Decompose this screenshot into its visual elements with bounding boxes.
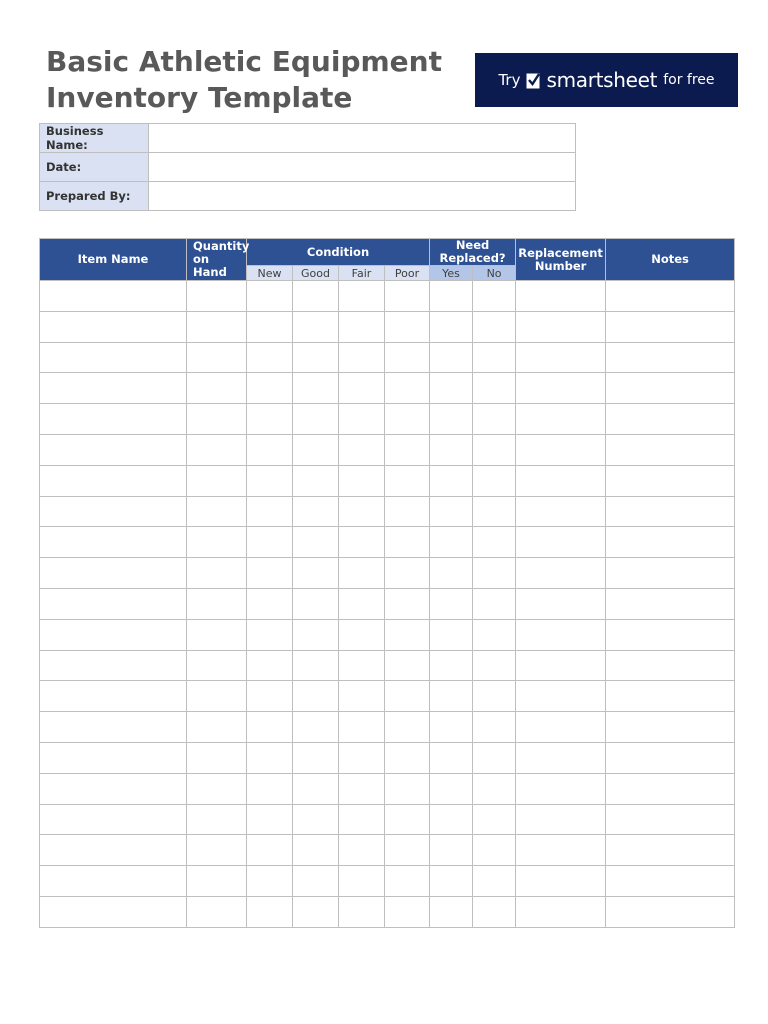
table-row [40,342,735,373]
quantity-cell[interactable] [187,311,247,342]
condition-poor-cell[interactable] [385,650,430,681]
replaced-yes-cell[interactable] [430,342,473,373]
replacement-number-cell[interactable] [516,434,606,465]
notes-cell[interactable] [606,712,735,743]
notes-cell[interactable] [606,773,735,804]
replaced-no-cell[interactable] [473,681,516,712]
quantity-cell[interactable] [187,558,247,589]
item-name-cell[interactable] [40,804,187,835]
notes-cell[interactable] [606,650,735,681]
replaced-yes-cell[interactable] [430,281,473,312]
replacement-number-cell[interactable] [516,496,606,527]
notes-cell[interactable] [606,342,735,373]
condition-poor-cell[interactable] [385,465,430,496]
condition-poor-cell[interactable] [385,835,430,866]
page-title [46,44,442,116]
condition-new-cell[interactable] [247,650,293,681]
prepared-by-label: Prepared By: [40,182,149,211]
item-name-cell[interactable] [40,404,187,435]
condition-poor-cell[interactable] [385,527,430,558]
table-row [40,835,735,866]
replacement-number-cell[interactable] [516,311,606,342]
condition-good-cell[interactable] [293,742,339,773]
item-name-cell[interactable] [40,681,187,712]
table-row [40,650,735,681]
table-row [40,588,735,619]
date-field[interactable] [149,153,576,182]
replacement-number-cell[interactable] [516,896,606,927]
condition-fair-cell[interactable] [339,712,385,743]
replaced-yes-cell[interactable] [430,835,473,866]
table-row [40,773,735,804]
replaced-yes-cell[interactable] [430,896,473,927]
prepared-by-field[interactable] [149,182,576,211]
condition-fair-cell[interactable] [339,742,385,773]
quantity-cell[interactable] [187,835,247,866]
title-line-2: Inventory Template [46,81,353,114]
item-name-cell[interactable] [40,712,187,743]
replaced-no-cell[interactable] [473,742,516,773]
table-row [40,465,735,496]
replaced-yes-cell[interactable] [430,804,473,835]
header-quantity: Quantity on Hand [187,239,247,281]
table-row [40,281,735,312]
condition-good-cell[interactable] [293,465,339,496]
condition-poor-cell[interactable] [385,311,430,342]
condition-poor-cell[interactable] [385,619,430,650]
condition-poor-cell[interactable] [385,496,430,527]
condition-new-cell[interactable] [247,373,293,404]
quantity-cell[interactable] [187,650,247,681]
table-row [40,866,735,897]
condition-fair-cell[interactable] [339,527,385,558]
replacement-number-cell[interactable] [516,373,606,404]
replacement-number-cell[interactable] [516,866,606,897]
item-name-cell[interactable] [40,742,187,773]
condition-fair-cell[interactable] [339,650,385,681]
table-row [40,558,735,589]
replaced-no-cell[interactable] [473,311,516,342]
replaced-yes-cell[interactable] [430,712,473,743]
quantity-cell[interactable] [187,896,247,927]
table-row [40,742,735,773]
condition-new-cell[interactable] [247,681,293,712]
inventory-table [39,238,735,928]
replaced-no-cell[interactable] [473,896,516,927]
condition-fair-cell[interactable] [339,496,385,527]
condition-poor-cell[interactable] [385,588,430,619]
replaced-yes-cell[interactable] [430,496,473,527]
condition-poor-cell[interactable] [385,558,430,589]
table-row [40,434,735,465]
notes-cell[interactable] [606,281,735,312]
replaced-yes-cell[interactable] [430,434,473,465]
condition-new-cell[interactable] [247,619,293,650]
quantity-cell[interactable] [187,588,247,619]
condition-poor-cell[interactable] [385,281,430,312]
condition-fair-cell[interactable] [339,311,385,342]
notes-cell[interactable] [606,835,735,866]
notes-cell[interactable] [606,311,735,342]
banner-brand-text: smartsheet [546,68,658,92]
condition-new-cell[interactable] [247,896,293,927]
replaced-no-cell[interactable] [473,712,516,743]
quantity-cell[interactable] [187,342,247,373]
condition-good-cell[interactable] [293,712,339,743]
quantity-cell[interactable] [187,619,247,650]
table-row [40,896,735,927]
replaced-yes-cell[interactable] [430,619,473,650]
condition-good-cell[interactable] [293,681,339,712]
replaced-yes-cell[interactable] [430,527,473,558]
item-name-cell[interactable] [40,588,187,619]
condition-poor-cell[interactable] [385,373,430,404]
notes-cell[interactable] [606,558,735,589]
business-name-label: Business Name: [40,124,149,153]
header-condition: Condition [247,239,430,266]
replacement-number-cell[interactable] [516,342,606,373]
subheader-yes: Yes [430,266,473,281]
replaced-yes-cell[interactable] [430,588,473,619]
replacement-number-cell[interactable] [516,650,606,681]
condition-fair-cell[interactable] [339,281,385,312]
replaced-yes-cell[interactable] [430,404,473,435]
subheader-good: Good [293,266,339,281]
replacement-number-cell[interactable] [516,588,606,619]
condition-fair-cell[interactable] [339,773,385,804]
replaced-no-cell[interactable] [473,804,516,835]
condition-fair-cell[interactable] [339,896,385,927]
condition-good-cell[interactable] [293,650,339,681]
item-name-cell[interactable] [40,773,187,804]
quantity-cell[interactable] [187,866,247,897]
subheader-fair: Fair [339,266,385,281]
replaced-yes-cell[interactable] [430,681,473,712]
replacement-number-cell[interactable] [516,404,606,435]
condition-fair-cell[interactable] [339,404,385,435]
condition-poor-cell[interactable] [385,866,430,897]
condition-fair-cell[interactable] [339,681,385,712]
notes-cell[interactable] [606,527,735,558]
condition-fair-cell[interactable] [339,342,385,373]
replaced-yes-cell[interactable] [430,558,473,589]
quantity-cell[interactable] [187,804,247,835]
condition-new-cell[interactable] [247,465,293,496]
quantity-cell[interactable] [187,434,247,465]
condition-fair-cell[interactable] [339,804,385,835]
notes-cell[interactable] [606,681,735,712]
condition-new-cell[interactable] [247,866,293,897]
replacement-number-cell[interactable] [516,804,606,835]
replaced-yes-cell[interactable] [430,650,473,681]
condition-good-cell[interactable] [293,619,339,650]
condition-good-cell[interactable] [293,496,339,527]
subheader-no: No [473,266,516,281]
header-notes: Notes [606,239,735,281]
subheader-new: New [247,266,293,281]
replacement-number-cell[interactable] [516,619,606,650]
condition-poor-cell[interactable] [385,804,430,835]
notes-cell[interactable] [606,434,735,465]
notes-cell[interactable] [606,619,735,650]
condition-good-cell[interactable] [293,866,339,897]
header-need-replaced: Need Replaced? [430,239,516,266]
quantity-cell[interactable] [187,527,247,558]
notes-cell[interactable] [606,588,735,619]
condition-good-cell[interactable] [293,773,339,804]
quantity-cell[interactable] [187,712,247,743]
condition-poor-cell[interactable] [385,404,430,435]
replacement-number-cell[interactable] [516,835,606,866]
date-row [40,153,576,182]
condition-new-cell[interactable] [247,835,293,866]
notes-cell[interactable] [606,496,735,527]
business-name-field[interactable] [149,124,576,153]
condition-new-cell[interactable] [247,281,293,312]
notes-cell[interactable] [606,804,735,835]
notes-cell[interactable] [606,465,735,496]
header-replacement-number: Replacement Number [516,239,606,281]
date-label: Date: [40,153,149,182]
quantity-cell[interactable] [187,742,247,773]
table-row [40,496,735,527]
replaced-no-cell[interactable] [473,650,516,681]
table-row [40,619,735,650]
item-name-cell[interactable] [40,281,187,312]
replacement-number-cell[interactable] [516,465,606,496]
item-name-cell[interactable] [40,650,187,681]
banner-try-text: Try [498,71,521,89]
replaced-yes-cell[interactable] [430,465,473,496]
replaced-no-cell[interactable] [473,527,516,558]
condition-new-cell[interactable] [247,558,293,589]
replaced-no-cell[interactable] [473,404,516,435]
condition-new-cell[interactable] [247,496,293,527]
table-row [40,712,735,743]
item-name-cell[interactable] [40,465,187,496]
condition-new-cell[interactable] [247,742,293,773]
replacement-number-cell[interactable] [516,712,606,743]
replacement-number-cell[interactable] [516,527,606,558]
replaced-no-cell[interactable] [473,835,516,866]
replaced-no-cell[interactable] [473,588,516,619]
replaced-yes-cell[interactable] [430,773,473,804]
quantity-cell[interactable] [187,773,247,804]
item-name-cell[interactable] [40,342,187,373]
condition-fair-cell[interactable] [339,619,385,650]
item-name-cell[interactable] [40,558,187,589]
quantity-cell[interactable] [187,465,247,496]
item-name-cell[interactable] [40,373,187,404]
condition-poor-cell[interactable] [385,342,430,373]
replacement-number-cell[interactable] [516,681,606,712]
inventory-table-body [40,281,735,928]
condition-fair-cell[interactable] [339,835,385,866]
table-row [40,311,735,342]
condition-good-cell[interactable] [293,434,339,465]
replaced-no-cell[interactable] [473,866,516,897]
replaced-no-cell[interactable] [473,373,516,404]
item-name-cell[interactable] [40,866,187,897]
condition-fair-cell[interactable] [339,558,385,589]
condition-poor-cell[interactable] [385,712,430,743]
condition-poor-cell[interactable] [385,434,430,465]
condition-new-cell[interactable] [247,527,293,558]
quantity-cell[interactable] [187,496,247,527]
business-info-table [39,123,576,211]
quantity-cell[interactable] [187,281,247,312]
replaced-yes-cell[interactable] [430,742,473,773]
item-name-cell[interactable] [40,896,187,927]
item-name-cell[interactable] [40,619,187,650]
condition-poor-cell[interactable] [385,896,430,927]
condition-good-cell[interactable] [293,804,339,835]
quantity-cell[interactable] [187,373,247,404]
table-row [40,373,735,404]
replaced-no-cell[interactable] [473,465,516,496]
condition-fair-cell[interactable] [339,373,385,404]
condition-fair-cell[interactable] [339,465,385,496]
replaced-no-cell[interactable] [473,434,516,465]
table-row [40,804,735,835]
replaced-yes-cell[interactable] [430,373,473,404]
condition-good-cell[interactable] [293,311,339,342]
quantity-cell[interactable] [187,404,247,435]
replaced-no-cell[interactable] [473,619,516,650]
condition-poor-cell[interactable] [385,773,430,804]
condition-new-cell[interactable] [247,804,293,835]
replaced-no-cell[interactable] [473,773,516,804]
condition-good-cell[interactable] [293,896,339,927]
title-line-1: Basic Athletic Equipment [46,45,442,78]
notes-cell[interactable] [606,404,735,435]
notes-cell[interactable] [606,742,735,773]
replaced-no-cell[interactable] [473,558,516,589]
item-name-cell[interactable] [40,311,187,342]
condition-new-cell[interactable] [247,404,293,435]
replacement-number-cell[interactable] [516,773,606,804]
table-row [40,527,735,558]
replaced-yes-cell[interactable] [430,866,473,897]
condition-new-cell[interactable] [247,773,293,804]
condition-fair-cell[interactable] [339,434,385,465]
table-row [40,681,735,712]
condition-poor-cell[interactable] [385,742,430,773]
notes-cell[interactable] [606,896,735,927]
condition-fair-cell[interactable] [339,588,385,619]
replaced-yes-cell[interactable] [430,311,473,342]
checkbox-logo-icon [526,72,541,89]
notes-cell[interactable] [606,866,735,897]
condition-fair-cell[interactable] [339,866,385,897]
condition-new-cell[interactable] [247,434,293,465]
item-name-cell[interactable] [40,496,187,527]
notes-cell[interactable] [606,373,735,404]
smartsheet-banner[interactable] [475,53,738,107]
replaced-no-cell[interactable] [473,281,516,312]
condition-good-cell[interactable] [293,558,339,589]
condition-new-cell[interactable] [247,588,293,619]
condition-good-cell[interactable] [293,588,339,619]
header-item-name: Item Name [40,239,187,281]
table-row [40,404,735,435]
condition-good-cell[interactable] [293,373,339,404]
replacement-number-cell[interactable] [516,558,606,589]
item-name-cell[interactable] [40,434,187,465]
replaced-no-cell[interactable] [473,496,516,527]
condition-poor-cell[interactable] [385,681,430,712]
item-name-cell[interactable] [40,835,187,866]
banner-free-text: for free [663,72,715,88]
condition-good-cell[interactable] [293,342,339,373]
condition-good-cell[interactable] [293,527,339,558]
quantity-cell[interactable] [187,681,247,712]
replacement-number-cell[interactable] [516,281,606,312]
condition-new-cell[interactable] [247,342,293,373]
subheader-poor: Poor [385,266,430,281]
condition-good-cell[interactable] [293,404,339,435]
replaced-no-cell[interactable] [473,342,516,373]
prepared-by-row [40,182,576,211]
condition-new-cell[interactable] [247,311,293,342]
business-name-row [40,124,576,153]
replacement-number-cell[interactable] [516,742,606,773]
condition-new-cell[interactable] [247,712,293,743]
condition-good-cell[interactable] [293,281,339,312]
condition-good-cell[interactable] [293,835,339,866]
item-name-cell[interactable] [40,527,187,558]
